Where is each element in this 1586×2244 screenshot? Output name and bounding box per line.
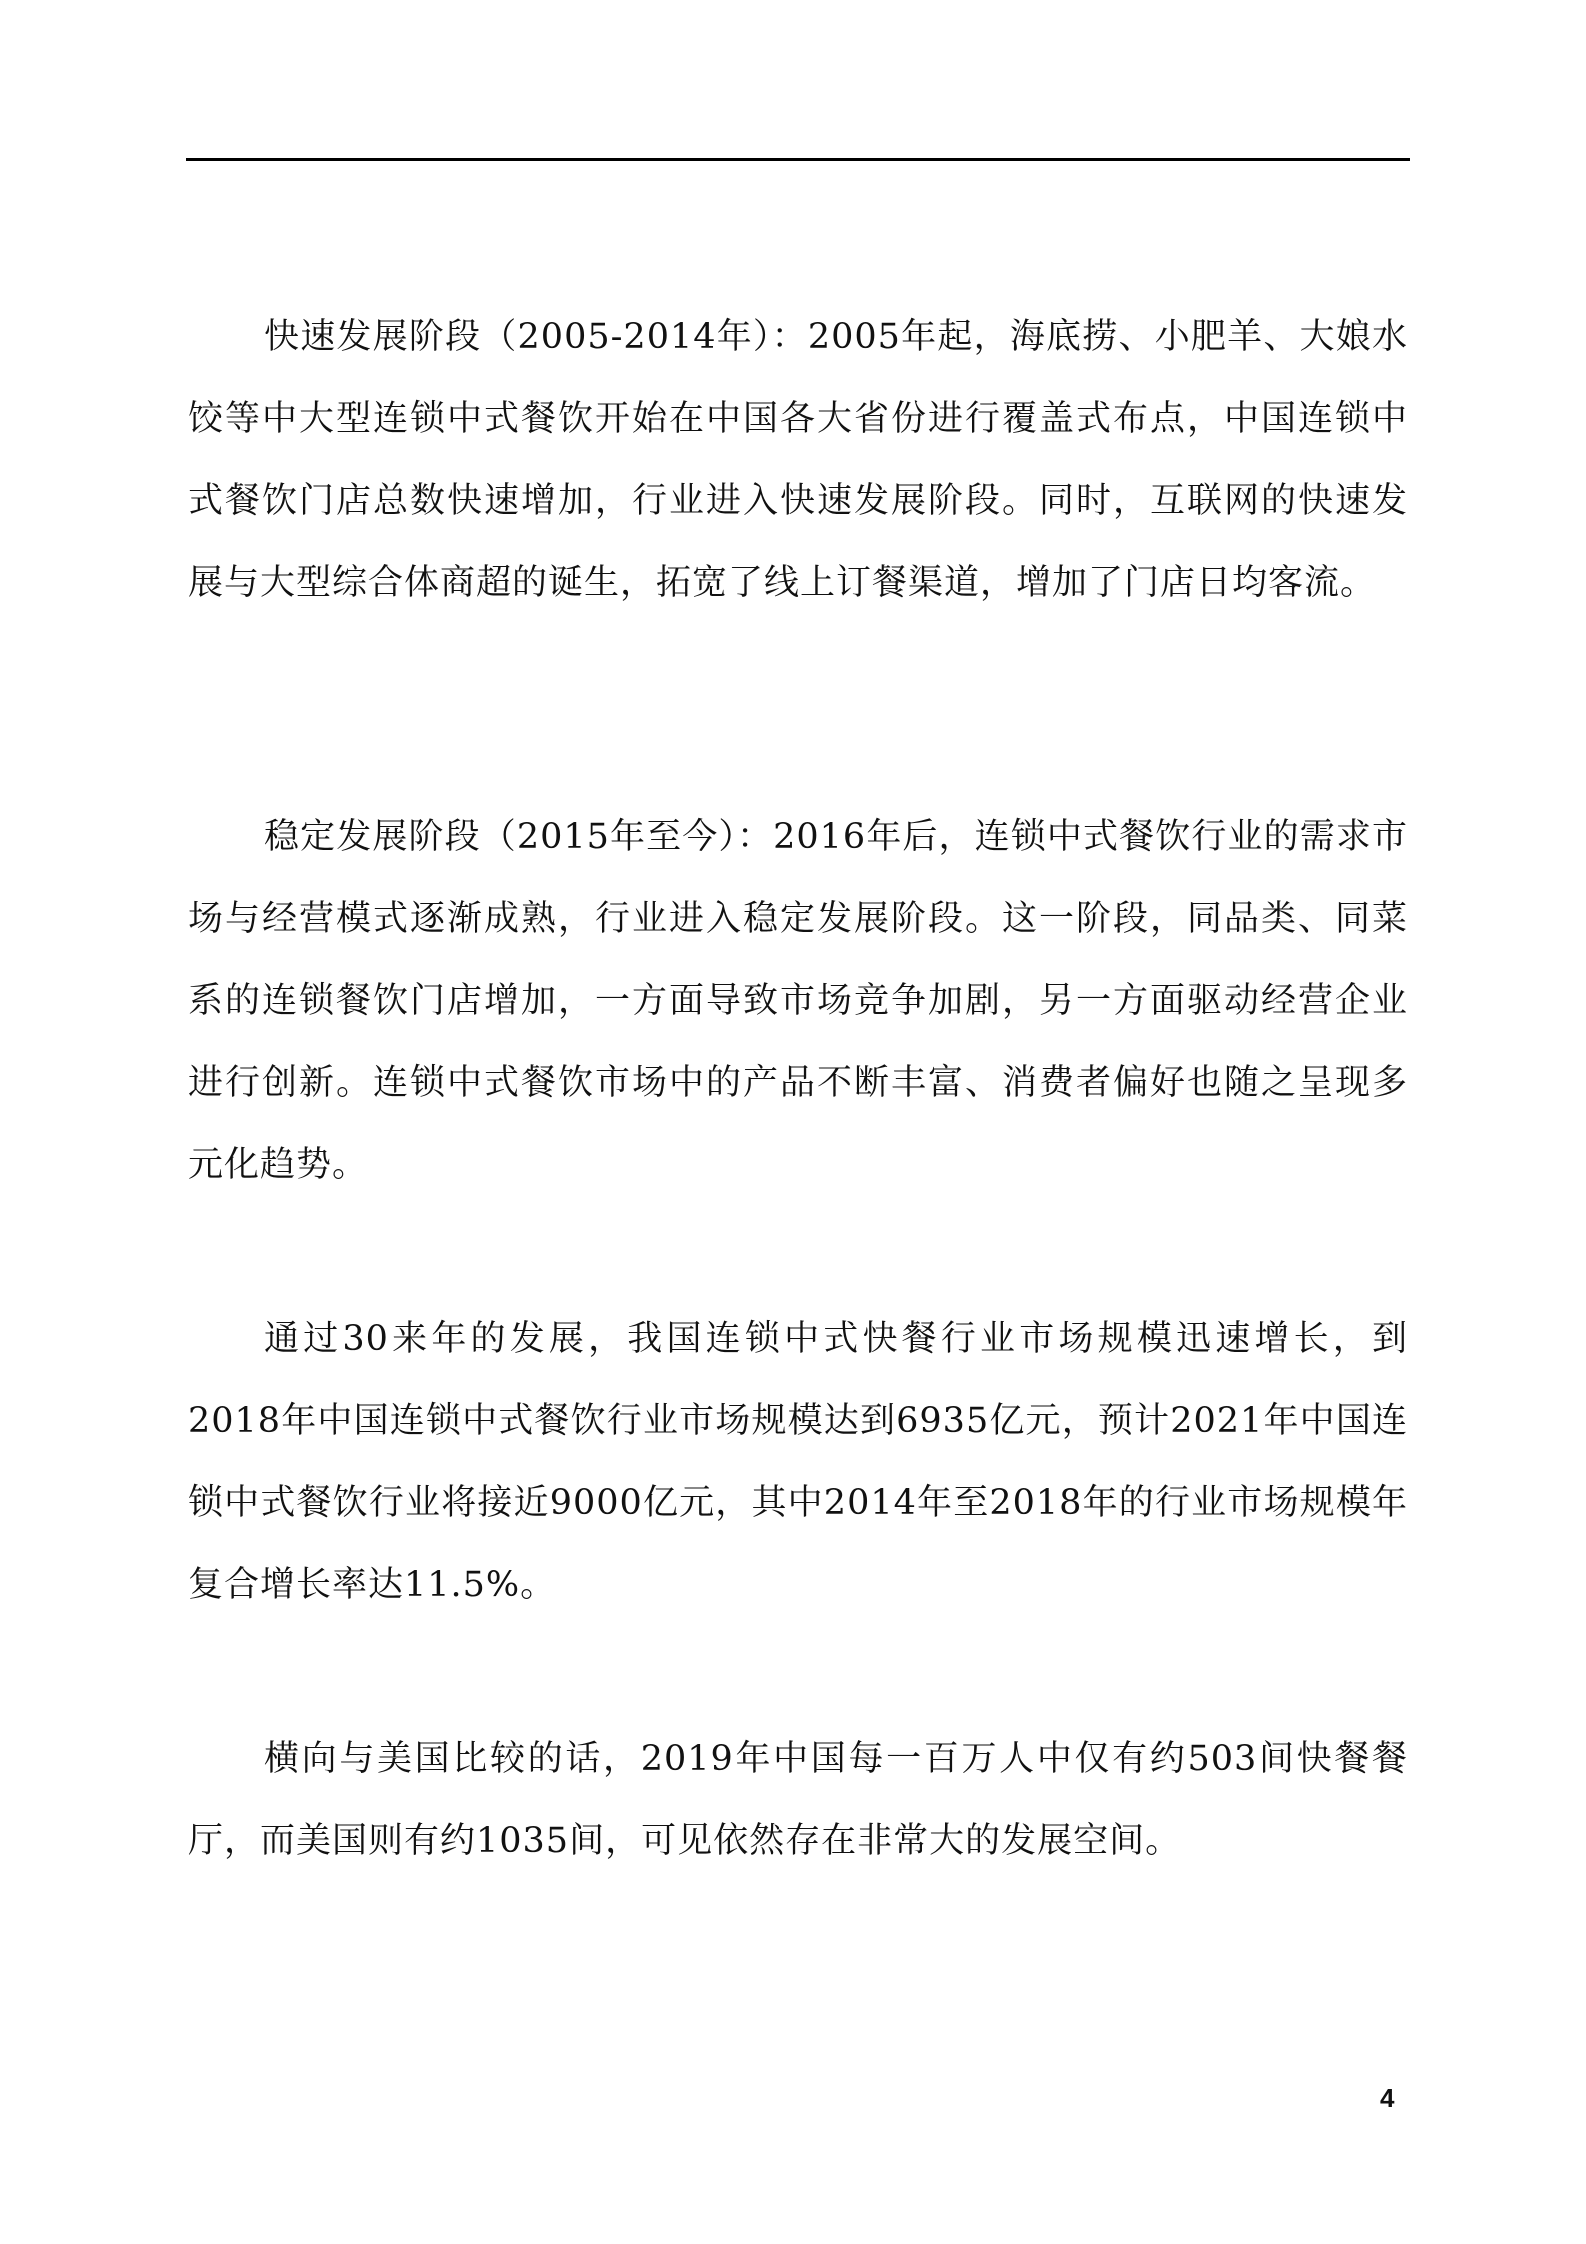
paragraph-rapid-development: 快速发展阶段（2005-2014年）：2005年起，海底捞、小肥羊、大娘水饺等中大型连锁中式餐饮开始在中国各大省份进行覆盖式布点，中国连锁中式餐饮门店总数快速增加，行业进入快速发展阶段。同时，互联网的快速发展与大型综合体商超的诞生，拓宽了线上订餐渠道，增加了门店日均客流。 [188, 317, 1408, 603]
paragraph-stable-development: 稳定发展阶段（2015年至今）：2016年后，连锁中式餐饮行业的需求市场与经营模式逐渐成熟，行业进入稳定发展阶段。这一阶段，同品类、同菜系的连锁餐饮门店增加，一方面导致市场竞争加剧，另一方面驱动经营企业进行创新。连锁中式餐饮市场中的产品不断丰富、消费者偏好也随之呈现多元化趋势。 [188, 817, 1408, 1185]
page-number: 4 [1380, 2083, 1395, 2113]
paragraph-market-size: 通过30来年的发展，我国连锁中式快餐行业市场规模迅速增长，到2018年中国连锁中式餐饮行业市场规模达到6935亿元，预计2021年中国连锁中式餐饮行业将接近9000亿元，其中2014年至2018年的行业市场规模年复合增长率达11.5%。 [188, 1319, 1408, 1605]
header-rule [186, 158, 1410, 161]
paragraph-us-comparison: 横向与美国比较的话，2019年中国每一百万人中仅有约503间快餐餐厅，而美国则有约1035间，可见依然存在非常大的发展空间。 [188, 1739, 1408, 1861]
